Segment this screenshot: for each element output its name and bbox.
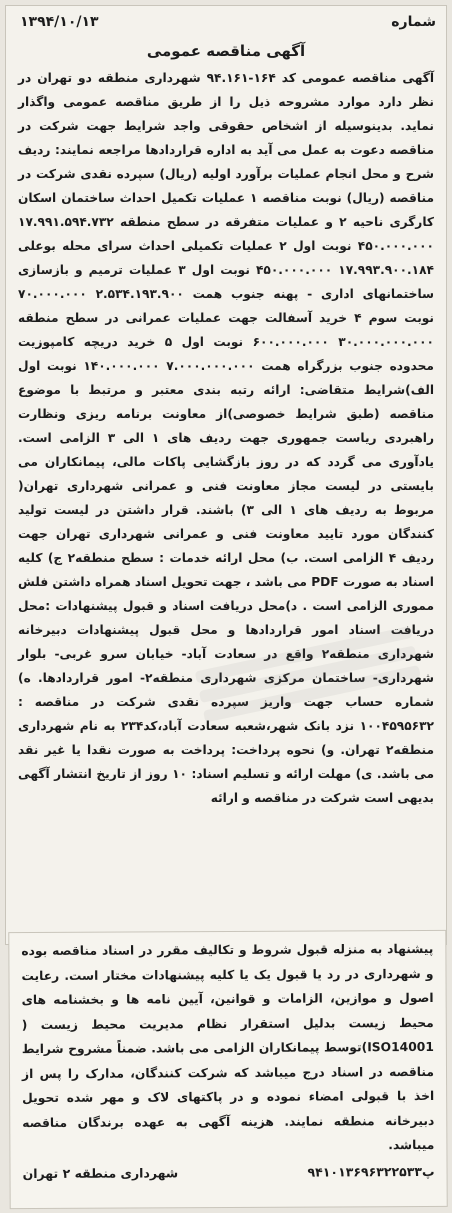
notice-code: پ۹۴۱۰۱۳۶۹۶۳۲۲۵۳۳: [307, 1163, 435, 1180]
notice-date: ۱۳۹۴/۱۰/۱۳: [20, 14, 99, 30]
newspaper-clipping-top: [6, 6, 446, 944]
notice-body-part2: پیشنهاد به منزله قبول شروط و تکالیف مقرر در اسناد مناقصه بوده و شهرداری در رد یا قبول یک یا کلیه پیشنهادات مختار است. رعایت اصول و موازین، الزامات و قوانین، آیین نامه ها و بخشنامه های محیط زیست بدلیل استقرار نظام مدیریت محیط زیست ( ISO14001)توسط پیمانکاران الزامی می باشد. ضمناً مشروح شرایط مناقصه در اسناد درج میباشد که شرکت کنندگان، مدارک را پس از اخذ با قبولی امضاء نموده و در پاکتهای لاک و مهر شده تحویل دبیرخانه منطقه نمایند. هزینه آگهی به عهده برندگان مناقصه میباشد.: [21, 941, 435, 1153]
number-label: شماره: [391, 14, 436, 30]
notice-body-part1: آگهی مناقصه عمومی کد ۱۶۴-۹۴.۱۶۱ شهرداری منطقه دو تهران در نظر دارد موارد مشروحه ذیل را از طریق مناقصه عمومی واگذار نماید. بدینوسیله از اشخاص حقوقی واجد شرایط جهت شرکت در مناقصه دعوت به عمل می آید به اداره قراردادها مراجعه نمایند: ردیف شرح و محل انجام عملیات برآورد اولیه (ریال) سپرده نقدی شرکت در مناقصه (ریال) نوبت مناقصه ۱ عملیات تکمیل احداث ساختمان اسکان کارگری ناحیه ۲ و عملیات متفرقه در سطح منطقه ۱۷.۹۹۱.۵۹۴.۷۳۲ ۴۵۰.۰۰۰.۰۰۰ نوبت اول ۲ عملیات تکمیلی احداث سرای محله بوعلی ۱۷.۹۹۳.۹۰۰.۱۸۴ ۴۵۰.۰۰۰.۰۰۰ نوبت اول ۳ عملیات ترمیم و بازسازی ساختمانهای اداری - پهنه جنوب همت ۲.۵۳۴.۱۹۳.۹۰۰ ۷۰.۰۰۰.۰۰۰ نوبت سوم ۴ خرید آسفالت جهت عملیات عمرانی در سطح منطقه ۳۰.۰۰۰.۰۰۰.۰۰۰ ۶۰۰.۰۰۰.۰۰۰ نوبت اول ۵ خرید دریچه کامپوزیت محدوده جنوب بزرگراه همت ۷.۰۰۰.۰۰۰.۰۰۰ ۱۴۰.۰۰۰.۰۰۰ نوبت اول الف)شرایط متقاضی: ارائه رتبه بندی معتبر و مرتبط با موضوع مناقصه (طبق شرایط خصوصی)از معاونت برنامه ریزی ونظارت راهبردی ریاست جمهوری جهت ردیف های ۱ الی ۳ الزامی است. یادآوری می گردد که در روز بازگشایی پاکات مالی، پیمانکاران می بایستی در لیست مجاز معاونت فنی و عمرانی شهرداری تهران( مربوط به ردیف های ۱ الی ۳) باشند. قرار داشتن در لیست تولید کنندگان مورد تایید معاونت فنی و عمرانی شهرداری تهران جهت ردیف ۴ الزامی است. ب) محل ارائه خدمات : سطح منطقه۲ ج) کلیه اسناد به صورت PDF می باشد ، جهت تحویل اسناد همراه داشتن فلش مموری الزامی است . د)محل دریافت اسناد و قبول پیشنهادات :محل دریافت اسناد امور قراردادها و محل قبول پیشنهادات دبیرخانه شهرداری منطقه۲ واقع در سعادت آباد- خیابان سرو غربی- بلوار شهرداری- ساختمان مرکزی شهرداری منطقه۲- امور قراردادها. ه) شماره حساب جهت واریز سپرده نقدی شرکت در مناقصه : ۱۰۰۴۵۹۵۶۳۲ نزد بانک شهر،شعبه سعادت آباد،کد۲۳۴ به نام شهرداری منطقه۲ تهران. و) نحوه پرداخت: پرداخت به صورت نقدا یا غیر نقد می باشد. ی) مهلت ارائه و تسلیم اسناد: ۱۰ روز از تاریخ انتشار آگهی بدیهی است شرکت در مناقصه و ارائه: [18, 71, 435, 805]
signature-row: [10, 1157, 446, 1180]
notice-title: آگهی مناقصه عمومی: [146, 42, 306, 60]
issuer-signature: شهرداری منطقه ۲ تهران: [22, 1164, 179, 1181]
newspaper-clipping-bottom: [9, 931, 446, 1208]
clipping-header: [6, 6, 446, 30]
